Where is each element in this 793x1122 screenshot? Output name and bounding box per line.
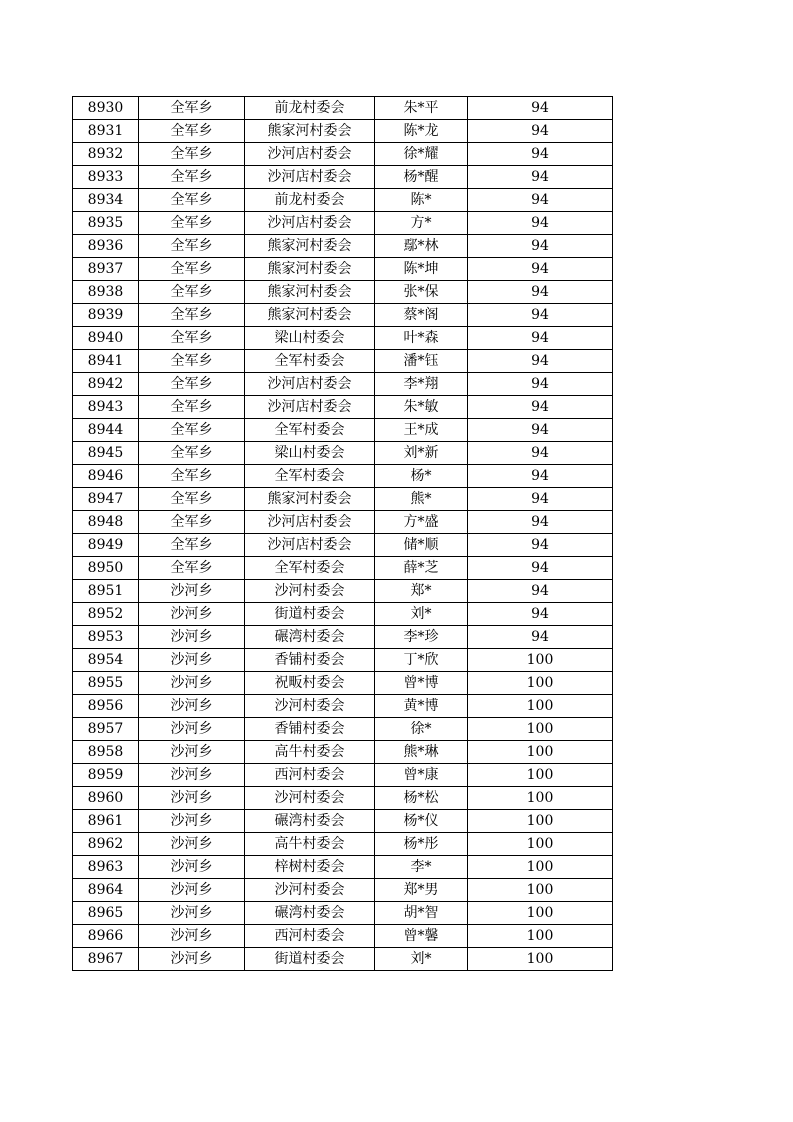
cell-village: 沙河村委会 xyxy=(245,787,375,810)
cell-id: 8949 xyxy=(73,534,139,557)
table-row xyxy=(73,856,613,879)
cell-name: 黄*博 xyxy=(375,695,468,718)
cell-town: 全军乡 xyxy=(139,373,245,396)
cell-score: 94 xyxy=(468,580,613,603)
cell-score: 100 xyxy=(468,833,613,856)
cell-village: 高牛村委会 xyxy=(245,833,375,856)
cell-id: 8930 xyxy=(73,97,139,120)
cell-town: 沙河乡 xyxy=(139,695,245,718)
cell-name: 张*保 xyxy=(375,281,468,304)
cell-town: 沙河乡 xyxy=(139,764,245,787)
table-row xyxy=(73,902,613,925)
cell-village: 西河村委会 xyxy=(245,764,375,787)
cell-score: 94 xyxy=(468,396,613,419)
cell-id: 8952 xyxy=(73,603,139,626)
cell-name: 熊* xyxy=(375,488,468,511)
cell-score: 94 xyxy=(468,166,613,189)
table-row xyxy=(73,488,613,511)
cell-town: 全军乡 xyxy=(139,419,245,442)
cell-town: 全军乡 xyxy=(139,235,245,258)
cell-id: 8963 xyxy=(73,856,139,879)
cell-village: 高牛村委会 xyxy=(245,741,375,764)
table-row xyxy=(73,396,613,419)
cell-village: 全军村委会 xyxy=(245,557,375,580)
cell-village: 全军村委会 xyxy=(245,419,375,442)
cell-name: 方* xyxy=(375,212,468,235)
table-row xyxy=(73,741,613,764)
cell-town: 全军乡 xyxy=(139,212,245,235)
cell-id: 8933 xyxy=(73,166,139,189)
cell-village: 梁山村委会 xyxy=(245,442,375,465)
cell-name: 方*盛 xyxy=(375,511,468,534)
table-row xyxy=(73,603,613,626)
cell-name: 丁*欣 xyxy=(375,649,468,672)
cell-name: 杨*醒 xyxy=(375,166,468,189)
cell-village: 熊家河村委会 xyxy=(245,304,375,327)
cell-village: 沙河村委会 xyxy=(245,879,375,902)
table-row xyxy=(73,764,613,787)
cell-id: 8961 xyxy=(73,810,139,833)
cell-id: 8936 xyxy=(73,235,139,258)
cell-name: 储*顺 xyxy=(375,534,468,557)
cell-name: 杨*松 xyxy=(375,787,468,810)
cell-village: 熊家河村委会 xyxy=(245,235,375,258)
cell-town: 全军乡 xyxy=(139,166,245,189)
cell-id: 8932 xyxy=(73,143,139,166)
cell-score: 100 xyxy=(468,672,613,695)
cell-name: 李* xyxy=(375,856,468,879)
cell-town: 全军乡 xyxy=(139,534,245,557)
cell-village: 香铺村委会 xyxy=(245,718,375,741)
cell-score: 100 xyxy=(468,718,613,741)
cell-name: 鄢*林 xyxy=(375,235,468,258)
cell-id: 8947 xyxy=(73,488,139,511)
table-row xyxy=(73,419,613,442)
cell-town: 沙河乡 xyxy=(139,649,245,672)
cell-score: 100 xyxy=(468,902,613,925)
cell-id: 8958 xyxy=(73,741,139,764)
cell-score: 94 xyxy=(468,120,613,143)
cell-score: 100 xyxy=(468,810,613,833)
cell-town: 全军乡 xyxy=(139,281,245,304)
table-row xyxy=(73,948,613,971)
cell-name: 郑*男 xyxy=(375,879,468,902)
cell-village: 沙河店村委会 xyxy=(245,396,375,419)
cell-name: 徐*耀 xyxy=(375,143,468,166)
cell-score: 94 xyxy=(468,143,613,166)
table-row xyxy=(73,373,613,396)
table-row xyxy=(73,695,613,718)
table-row xyxy=(73,718,613,741)
cell-village: 碾湾村委会 xyxy=(245,810,375,833)
cell-name: 朱*平 xyxy=(375,97,468,120)
cell-score: 94 xyxy=(468,488,613,511)
cell-score: 100 xyxy=(468,695,613,718)
cell-score: 94 xyxy=(468,465,613,488)
cell-village: 全军村委会 xyxy=(245,350,375,373)
cell-id: 8935 xyxy=(73,212,139,235)
cell-id: 8944 xyxy=(73,419,139,442)
cell-village: 沙河村委会 xyxy=(245,695,375,718)
cell-id: 8957 xyxy=(73,718,139,741)
table-row xyxy=(73,350,613,373)
cell-village: 梓树村委会 xyxy=(245,856,375,879)
cell-name: 曾*康 xyxy=(375,764,468,787)
cell-name: 陈*龙 xyxy=(375,120,468,143)
cell-score: 100 xyxy=(468,856,613,879)
cell-town: 沙河乡 xyxy=(139,925,245,948)
cell-score: 100 xyxy=(468,948,613,971)
cell-town: 沙河乡 xyxy=(139,879,245,902)
cell-score: 100 xyxy=(468,879,613,902)
cell-id: 8955 xyxy=(73,672,139,695)
cell-score: 94 xyxy=(468,304,613,327)
cell-name: 潘*钰 xyxy=(375,350,468,373)
table-row xyxy=(73,833,613,856)
cell-village: 前龙村委会 xyxy=(245,97,375,120)
cell-name: 蔡*阁 xyxy=(375,304,468,327)
cell-id: 8931 xyxy=(73,120,139,143)
cell-town: 全军乡 xyxy=(139,97,245,120)
cell-town: 沙河乡 xyxy=(139,626,245,649)
table-row xyxy=(73,189,613,212)
cell-name: 曾*博 xyxy=(375,672,468,695)
cell-name: 徐* xyxy=(375,718,468,741)
cell-name: 王*成 xyxy=(375,419,468,442)
cell-village: 碾湾村委会 xyxy=(245,626,375,649)
cell-id: 8965 xyxy=(73,902,139,925)
cell-town: 全军乡 xyxy=(139,488,245,511)
cell-town: 沙河乡 xyxy=(139,741,245,764)
cell-score: 94 xyxy=(468,258,613,281)
cell-id: 8967 xyxy=(73,948,139,971)
data-table xyxy=(72,96,613,971)
cell-name: 杨*仪 xyxy=(375,810,468,833)
cell-village: 祝畈村委会 xyxy=(245,672,375,695)
cell-id: 8934 xyxy=(73,189,139,212)
table-row xyxy=(73,879,613,902)
table-row xyxy=(73,235,613,258)
cell-name: 胡*智 xyxy=(375,902,468,925)
cell-id: 8937 xyxy=(73,258,139,281)
cell-score: 100 xyxy=(468,741,613,764)
cell-name: 曾*馨 xyxy=(375,925,468,948)
cell-name: 叶*森 xyxy=(375,327,468,350)
cell-name: 刘* xyxy=(375,603,468,626)
table-row xyxy=(73,649,613,672)
cell-score: 94 xyxy=(468,534,613,557)
cell-town: 沙河乡 xyxy=(139,787,245,810)
cell-village: 熊家河村委会 xyxy=(245,281,375,304)
table-row xyxy=(73,120,613,143)
cell-village: 沙河店村委会 xyxy=(245,511,375,534)
cell-id: 8940 xyxy=(73,327,139,350)
cell-town: 沙河乡 xyxy=(139,718,245,741)
cell-name: 李*珍 xyxy=(375,626,468,649)
cell-id: 8962 xyxy=(73,833,139,856)
cell-town: 全军乡 xyxy=(139,442,245,465)
cell-name: 杨*彤 xyxy=(375,833,468,856)
table-row xyxy=(73,442,613,465)
cell-name: 刘* xyxy=(375,948,468,971)
cell-id: 8964 xyxy=(73,879,139,902)
cell-village: 沙河店村委会 xyxy=(245,166,375,189)
cell-score: 100 xyxy=(468,764,613,787)
cell-village: 全军村委会 xyxy=(245,465,375,488)
table-row xyxy=(73,810,613,833)
cell-score: 100 xyxy=(468,649,613,672)
table-row xyxy=(73,534,613,557)
cell-town: 全军乡 xyxy=(139,120,245,143)
cell-id: 8966 xyxy=(73,925,139,948)
cell-id: 8939 xyxy=(73,304,139,327)
cell-score: 94 xyxy=(468,212,613,235)
cell-village: 沙河店村委会 xyxy=(245,143,375,166)
cell-score: 94 xyxy=(468,350,613,373)
table-row xyxy=(73,465,613,488)
cell-score: 94 xyxy=(468,442,613,465)
cell-town: 全军乡 xyxy=(139,258,245,281)
cell-town: 沙河乡 xyxy=(139,580,245,603)
cell-id: 8938 xyxy=(73,281,139,304)
cell-id: 8943 xyxy=(73,396,139,419)
table-row xyxy=(73,212,613,235)
cell-name: 薛*芝 xyxy=(375,557,468,580)
cell-name: 陈* xyxy=(375,189,468,212)
cell-village: 熊家河村委会 xyxy=(245,258,375,281)
cell-id: 8959 xyxy=(73,764,139,787)
cell-name: 陈*坤 xyxy=(375,258,468,281)
cell-id: 8954 xyxy=(73,649,139,672)
cell-score: 94 xyxy=(468,373,613,396)
cell-score: 94 xyxy=(468,235,613,258)
cell-score: 94 xyxy=(468,97,613,120)
cell-town: 沙河乡 xyxy=(139,948,245,971)
cell-village: 熊家河村委会 xyxy=(245,120,375,143)
cell-town: 全军乡 xyxy=(139,143,245,166)
cell-town: 沙河乡 xyxy=(139,856,245,879)
cell-town: 全军乡 xyxy=(139,350,245,373)
cell-id: 8946 xyxy=(73,465,139,488)
cell-village: 沙河店村委会 xyxy=(245,212,375,235)
cell-id: 8951 xyxy=(73,580,139,603)
cell-score: 94 xyxy=(468,419,613,442)
cell-town: 全军乡 xyxy=(139,304,245,327)
cell-town: 沙河乡 xyxy=(139,810,245,833)
table-row xyxy=(73,557,613,580)
table-row xyxy=(73,626,613,649)
table-row xyxy=(73,258,613,281)
cell-id: 8945 xyxy=(73,442,139,465)
cell-score: 100 xyxy=(468,787,613,810)
cell-score: 94 xyxy=(468,189,613,212)
cell-town: 全军乡 xyxy=(139,189,245,212)
table-row xyxy=(73,511,613,534)
table-row xyxy=(73,580,613,603)
cell-village: 街道村委会 xyxy=(245,948,375,971)
cell-town: 全军乡 xyxy=(139,327,245,350)
cell-village: 沙河店村委会 xyxy=(245,534,375,557)
table-row xyxy=(73,281,613,304)
cell-id: 8956 xyxy=(73,695,139,718)
table-row xyxy=(73,166,613,189)
table-row xyxy=(73,787,613,810)
cell-id: 8950 xyxy=(73,557,139,580)
cell-town: 全军乡 xyxy=(139,557,245,580)
cell-village: 沙河店村委会 xyxy=(245,373,375,396)
cell-name: 朱*敏 xyxy=(375,396,468,419)
cell-score: 94 xyxy=(468,557,613,580)
cell-id: 8953 xyxy=(73,626,139,649)
cell-score: 94 xyxy=(468,626,613,649)
cell-score: 100 xyxy=(468,925,613,948)
cell-village: 西河村委会 xyxy=(245,925,375,948)
table-row xyxy=(73,672,613,695)
cell-score: 94 xyxy=(468,281,613,304)
cell-village: 熊家河村委会 xyxy=(245,488,375,511)
cell-id: 8942 xyxy=(73,373,139,396)
cell-village: 梁山村委会 xyxy=(245,327,375,350)
data-table-body xyxy=(73,97,613,971)
cell-village: 街道村委会 xyxy=(245,603,375,626)
cell-town: 沙河乡 xyxy=(139,603,245,626)
cell-score: 94 xyxy=(468,511,613,534)
cell-id: 8948 xyxy=(73,511,139,534)
cell-id: 8960 xyxy=(73,787,139,810)
cell-village: 碾湾村委会 xyxy=(245,902,375,925)
table-row xyxy=(73,143,613,166)
cell-name: 李*翔 xyxy=(375,373,468,396)
table-row xyxy=(73,304,613,327)
cell-town: 全军乡 xyxy=(139,465,245,488)
table-row xyxy=(73,97,613,120)
cell-name: 郑* xyxy=(375,580,468,603)
cell-town: 全军乡 xyxy=(139,511,245,534)
cell-town: 全军乡 xyxy=(139,396,245,419)
cell-name: 刘*新 xyxy=(375,442,468,465)
cell-town: 沙河乡 xyxy=(139,902,245,925)
cell-town: 沙河乡 xyxy=(139,833,245,856)
cell-score: 94 xyxy=(468,603,613,626)
cell-village: 前龙村委会 xyxy=(245,189,375,212)
cell-village: 香铺村委会 xyxy=(245,649,375,672)
cell-id: 8941 xyxy=(73,350,139,373)
cell-score: 94 xyxy=(468,327,613,350)
cell-name: 杨* xyxy=(375,465,468,488)
cell-town: 沙河乡 xyxy=(139,672,245,695)
table-row xyxy=(73,327,613,350)
cell-name: 熊*琳 xyxy=(375,741,468,764)
cell-village: 沙河村委会 xyxy=(245,580,375,603)
table-row xyxy=(73,925,613,948)
